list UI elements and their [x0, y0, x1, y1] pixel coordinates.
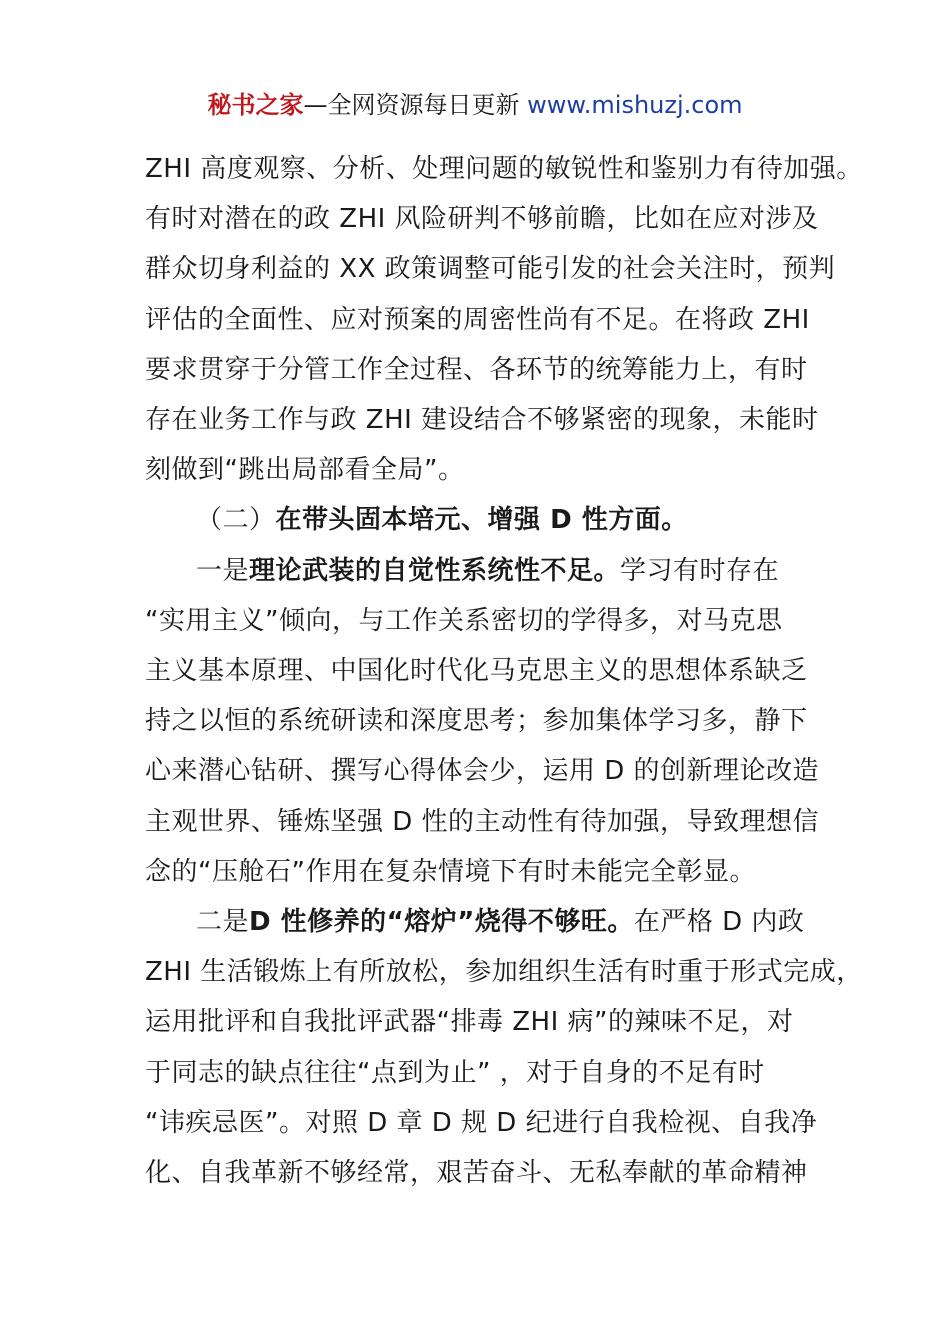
- site-url[interactable]: www.mishuzj.com: [527, 91, 743, 119]
- site-tagline: —全网资源每日更新: [303, 91, 528, 119]
- text-segment: 一是: [196, 555, 250, 586]
- text-line: [145, 847, 756, 897]
- text-segment: 化、自我革新不够经常，艰苦奋斗、无私奉献的革命精神: [145, 1158, 808, 1188]
- text-segment: 刻做到“跳出局部看全局”。: [145, 455, 465, 486]
- site-header: [0, 88, 950, 122]
- text-line: [145, 1048, 765, 1098]
- text-segment: 于同志的缺点往往“点到为止” ，对于自身的不足有时: [145, 1057, 765, 1088]
- text-segment: 念的“压舱石”作用在复杂情境下有时未能完全彰显。: [145, 856, 756, 887]
- text-segment: 学习有时存在: [620, 555, 780, 586]
- text-segment: 持之以恒的系统研读和深度思考；参加集体学习多，静下: [145, 706, 808, 737]
- text-segment: 心来潜心钻研、撰写心得体会少，运用 D 的创新理论改造: [145, 756, 820, 787]
- text-segment: 在严格 D 内政: [633, 907, 805, 937]
- text-line: [145, 1148, 808, 1198]
- text-line: [196, 495, 688, 545]
- text-segment: 要求贯穿于分管工作全过程、各环节的统筹能力上，有时: [145, 354, 808, 385]
- text-segment: 评估的全面性、应对预案的周密性尚有不足。在将政 ZHI: [145, 304, 810, 335]
- text-segment: ZHI 高度观察、分析、处理问题的敏锐性和鉴别力有待加强。: [145, 154, 863, 184]
- text-line: [145, 646, 808, 696]
- text-line: [145, 345, 808, 395]
- bold-text-segment: D 性修养的“熔炉”烧得不够旺。: [249, 907, 634, 937]
- text-segment: 二是: [196, 907, 250, 937]
- text-line: [196, 546, 779, 596]
- text-line: [145, 1098, 817, 1148]
- text-line: [145, 997, 794, 1047]
- text-segment: 有时对潜在的政 ZHI 风险研判不够前瞻，比如在应对涉及: [145, 204, 819, 235]
- bold-text-segment: 理论武装的自觉性系统性不足。: [249, 555, 621, 586]
- text-line: [145, 797, 819, 847]
- text-line: [145, 144, 863, 194]
- text-line: [145, 445, 464, 495]
- text-segment: 运用批评和自我批评武器“排毒 ZHI 病”的辣味不足，对: [145, 1007, 794, 1038]
- text-segment: （二）: [196, 505, 276, 536]
- text-line: [145, 947, 863, 997]
- text-segment: 存在业务工作与政 ZHI 建设结合不够紧密的现象，未能时: [145, 405, 819, 435]
- text-line: [145, 746, 819, 796]
- text-segment: 主义基本原理、中国化时代化马克思主义的思想体系缺乏: [145, 656, 808, 686]
- text-segment: 群众切身利益的 XX 政策调整可能引发的社会关注时，预判: [145, 254, 836, 285]
- text-line: [145, 696, 808, 746]
- bold-text-segment: 在带头固本培元、增强 D 性方面。: [275, 505, 688, 536]
- text-line: [145, 295, 810, 345]
- text-line: [145, 194, 819, 244]
- text-line: [145, 596, 782, 646]
- text-segment: 主观世界、锤炼坚强 D 性的主动性有待加强，导致理想信: [145, 806, 820, 837]
- site-brand: 秘书之家: [207, 91, 304, 119]
- text-line: [145, 244, 835, 294]
- text-segment: “实用主义”倾向，与工作关系密切的学得多，对马克思: [145, 605, 783, 636]
- text-segment: ZHI 生活锻炼上有所放松，参加组织生活有时重于形式完成，: [145, 957, 863, 988]
- text-line: [145, 395, 819, 445]
- text-segment: “讳疾忌医”。对照 D 章 D 规 D 纪进行自我检视、自我净: [145, 1107, 818, 1138]
- text-line: [196, 897, 804, 947]
